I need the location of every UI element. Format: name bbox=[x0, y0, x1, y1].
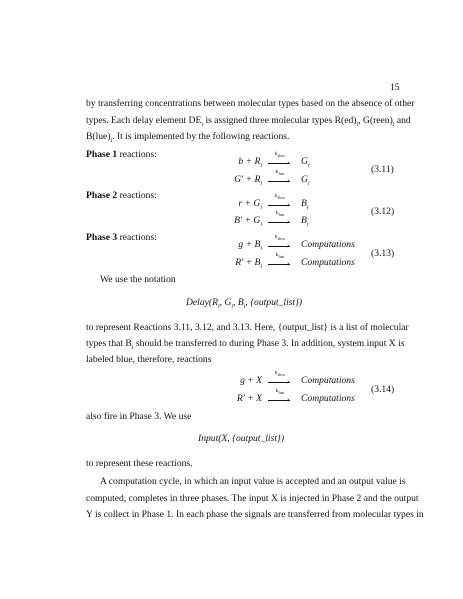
eq311-lhs1 bbox=[212, 156, 262, 172]
eq311-rhs2 bbox=[301, 174, 310, 190]
phase3-heading bbox=[86, 232, 157, 244]
eq312-lhs1 bbox=[212, 198, 262, 214]
sub-i: i bbox=[260, 221, 262, 228]
phase3-label: Phase 3 bbox=[86, 232, 118, 243]
sub-i: i bbox=[110, 137, 113, 144]
phase3-suffix: reactions: bbox=[117, 232, 157, 243]
intro-line-3 bbox=[86, 131, 289, 147]
rate-sub: fast bbox=[278, 254, 285, 260]
eq314-rhs2: Computations bbox=[301, 393, 355, 404]
intro-line-2-start: types. Each delay element DE bbox=[86, 115, 202, 126]
rate-sub: slow bbox=[277, 236, 286, 242]
sub-i: i bbox=[356, 121, 359, 128]
sub-i: i bbox=[131, 344, 134, 351]
rate-k: k bbox=[274, 151, 278, 157]
eq314-lhs1: g + X bbox=[240, 375, 262, 386]
delay-expr-b: , B bbox=[233, 297, 244, 308]
para3-line-1: A computation cycle, in which an input value is accepted and an output value is bbox=[100, 476, 406, 487]
eq314-rhs1: Computations bbox=[301, 375, 355, 386]
delay-expr-head: Delay(R bbox=[186, 297, 218, 308]
para2-line-2-start: types that B bbox=[86, 338, 132, 349]
phase1-suffix: reactions: bbox=[117, 149, 157, 160]
sub-i: i bbox=[217, 303, 220, 310]
eq311-lhs2-text: G′ + R bbox=[234, 174, 261, 185]
para3-line-3: Y is collect in Phase 1. In each phase the signals are transferred from molecular types in bbox=[86, 509, 424, 520]
input-expression: Input(X, {output_list}) bbox=[198, 433, 285, 444]
equation-number-3-13: (3.13) bbox=[371, 248, 395, 259]
eq312-rhs1 bbox=[301, 198, 309, 214]
sub-i: i bbox=[260, 204, 262, 211]
sub-i: i bbox=[260, 180, 262, 187]
phase2-label: Phase 2 bbox=[86, 190, 118, 201]
rate-k: k bbox=[274, 193, 278, 199]
rate-k: k bbox=[274, 234, 278, 240]
sub-i: i bbox=[243, 303, 246, 310]
rate-sub: fast bbox=[278, 212, 285, 218]
sub-i: i bbox=[260, 263, 262, 270]
intro-line-2-mid: is assigned three molecular types R(ed) bbox=[205, 115, 357, 126]
sub-i: i bbox=[260, 162, 262, 169]
sub-i: i bbox=[307, 180, 310, 187]
intro-line-1: by transferring concentrations between molecular types based on the absence of other bbox=[86, 98, 415, 109]
sub-i: i bbox=[306, 204, 309, 211]
rate-k: k bbox=[275, 169, 279, 175]
rate-sub: fast bbox=[278, 171, 285, 177]
eq311-rhs1 bbox=[301, 156, 310, 172]
eq312-lhs1-text: r + G bbox=[238, 198, 261, 209]
eq312-lhs2 bbox=[212, 215, 262, 231]
document-page: 15 by transferring concentrations between molecular types based on the absence of other types. Each delay element $DE_i$ is assigned three molecular types $R(ed)_i$, $G(reen)_i$ and $B(lue)_i$. It is implemented by the following reactions. Phase 1 reactions: $b + R_i$ $k_{slow}$ › $G_i$ $G' + R_i$ $k_{fast}$ › $G_i$ (3.11) Phase 2 reactions: $r + G_i$ $k_{slow}$ › $B_i$ $B' + G_i$ $k_{fast}$ › $B_i$ (3.12) Phase 3 reactions: $g + B_i$ $k_{slow}$ › Computations $R' + B_i$ $k_{fast}$ › Computations (3.13) We use the notation $Delay(R_i$, $G_i$, $B_i$, {output_list}) to represent Reactions 3.11, 3.12, and 3.13. Here, {output_list} is a list of molecular types that $B_i$ should be transferred to during Phase 3. In addition, system input X is labeled blue, therefore, reactions g + X $k_{slow}$ › Computations R′ + X $k_{fast}$ › Computations (3.14) also fire in Phase 3. We use Input(X, {output_list}) to represent these reactions. A computation cycle, in which an input value is accepted and an output value is computed, completes in three phases. The input X is injected in Phase 2 and the output Y is collect in Phase 1. In each phase the signals are transferred from molecular types in bbox=[86, 82, 424, 520]
para2-line-2 bbox=[86, 338, 405, 354]
sub-i: i bbox=[306, 221, 309, 228]
phase1-heading bbox=[86, 149, 157, 161]
eq312-rhs2 bbox=[301, 215, 309, 231]
represent-these-line: to represent these reactions. bbox=[86, 458, 193, 469]
delay-expression bbox=[186, 297, 302, 313]
intro-line-2-mid2: , G(reen) bbox=[358, 115, 393, 126]
eq313-lhs1 bbox=[212, 239, 262, 255]
eq313-lhs1-text: g + B bbox=[238, 239, 261, 250]
eq313-lhs2 bbox=[212, 257, 262, 273]
phase2-suffix: reactions: bbox=[117, 190, 157, 201]
delay-expr-g: , G bbox=[219, 297, 232, 308]
equation-number-3-12: (3.12) bbox=[371, 206, 395, 217]
sub-i: i bbox=[307, 162, 310, 169]
intro-line-2-mid3: and bbox=[394, 115, 411, 126]
phase1-label: Phase 1 bbox=[86, 149, 118, 160]
rate-k: k bbox=[274, 370, 278, 376]
eq314-lhs2: R′ + X bbox=[236, 393, 262, 404]
eq313-rhs1: Computations bbox=[301, 239, 355, 250]
eq311-rhs1-text: G bbox=[301, 156, 308, 167]
eq311-lhs1-text: b + R bbox=[238, 156, 261, 167]
sub-i: i bbox=[231, 303, 234, 310]
para2-line-2-end: should be transferred to during Phase 3. In addition, system input X is bbox=[133, 338, 405, 349]
intro-line-3-end: . It is implemented by the following reactions. bbox=[112, 131, 290, 142]
rate-sub: slow bbox=[277, 153, 286, 159]
phase2-heading bbox=[86, 190, 157, 202]
para3-line-2: computed, completes in three phases. The input X is injected in Phase 2 and the output bbox=[86, 493, 419, 504]
page-number: 15 bbox=[390, 82, 400, 93]
rate-k: k bbox=[275, 388, 279, 394]
delay-expr-tail: , {output_list}) bbox=[245, 297, 303, 308]
eq311-rhs2-text: G bbox=[301, 174, 308, 185]
rate-k: k bbox=[275, 210, 279, 216]
equation-number-3-14: (3.14) bbox=[371, 384, 395, 395]
rate-sub: slow bbox=[277, 195, 286, 201]
intro-line-2 bbox=[86, 115, 411, 131]
equation-number-3-11: (3.11) bbox=[371, 164, 394, 175]
eq313-lhs2-text: R′ + B bbox=[235, 257, 261, 268]
para2-line-3: labeled blue, therefore, reactions bbox=[86, 354, 212, 365]
eq313-rhs2: Computations bbox=[301, 257, 355, 268]
rate-sub: fast bbox=[278, 390, 285, 396]
intro-line-3-start: B(lue) bbox=[86, 131, 111, 142]
sub-i: i bbox=[392, 121, 395, 128]
eq312-rhs1-text: B bbox=[301, 198, 307, 209]
eq312-rhs2-text: B bbox=[301, 215, 307, 226]
rate-k: k bbox=[275, 252, 279, 258]
para2-line-1: to represent Reactions 3.11, 3.12, and 3.13. Here, {output_list} is a list of molecular bbox=[86, 322, 409, 333]
eq311-lhs2 bbox=[212, 174, 262, 190]
rate-sub: slow bbox=[277, 372, 286, 378]
sub-i: i bbox=[260, 245, 262, 252]
eq312-lhs2-text: B′ + G bbox=[234, 215, 261, 226]
notation-intro: We use the notation bbox=[100, 274, 176, 285]
sub-i: i bbox=[201, 121, 204, 128]
also-fire-line: also fire in Phase 3. We use bbox=[86, 411, 192, 422]
